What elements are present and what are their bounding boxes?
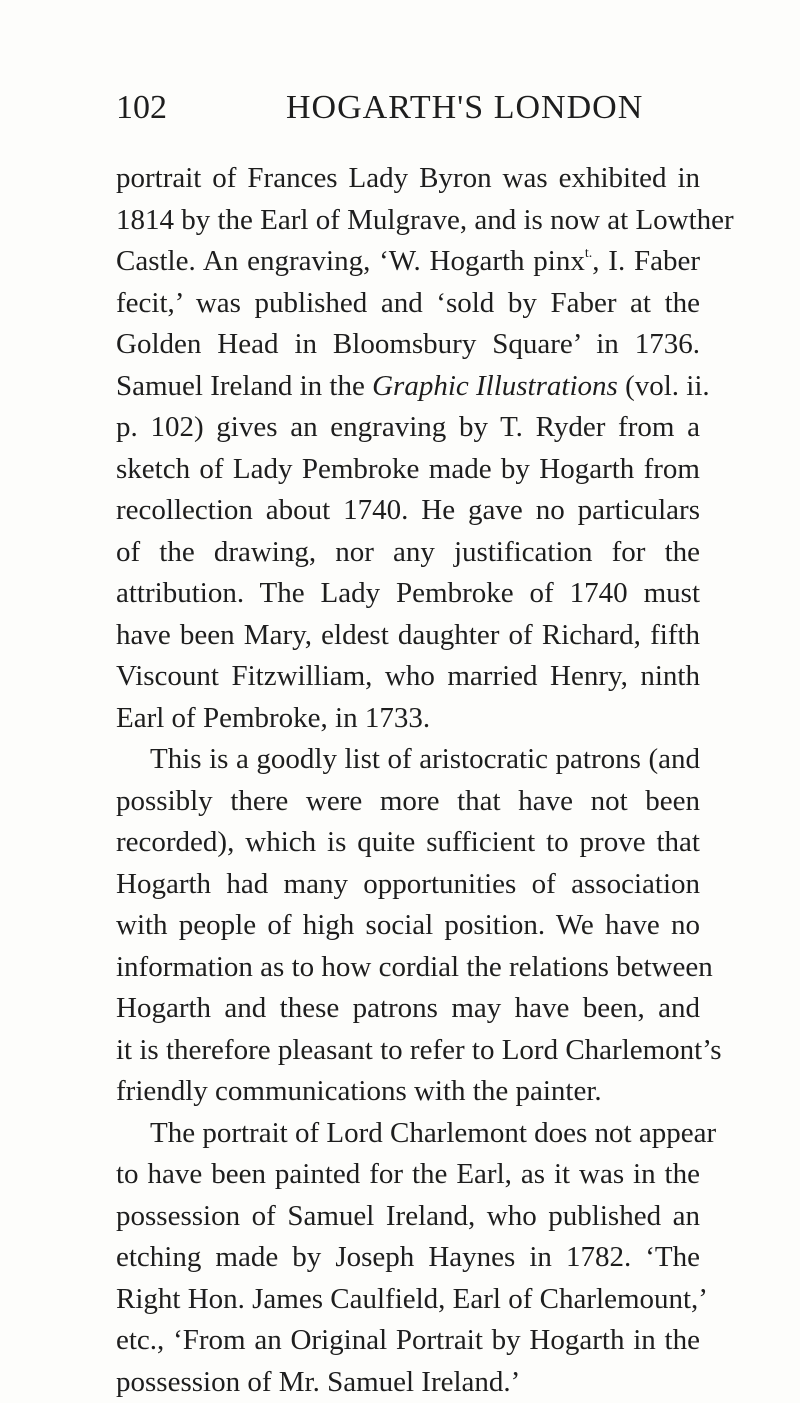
book-title-italic: Graphic Illustrations	[372, 370, 618, 402]
text-line: have been Mary, eldest daughter of Richard, fifth	[116, 615, 700, 657]
text-line: possibly there were more that have not been	[116, 781, 700, 823]
text-line: it is therefore pleasant to refer to Lord Charlemont’s	[116, 1030, 700, 1072]
text-line: Golden Head in Bloomsbury Square’ in 1736.	[116, 324, 700, 366]
page-header	[116, 88, 700, 128]
text-line	[116, 366, 700, 408]
text-line: recorded), which is quite sufficient to prove that	[116, 822, 700, 864]
text-line: etc., ‘From an Original Portrait by Hogarth in the	[116, 1320, 700, 1362]
text-line: of the drawing, nor any justification for the	[116, 532, 700, 574]
text-line: etching made by Joseph Haynes in 1782. ‘The	[116, 1237, 700, 1279]
text-line: information as to how cordial the relations between	[116, 947, 700, 989]
text-line: friendly communications with the painter.	[116, 1071, 700, 1113]
text-line: 1814 by the Earl of Mulgrave, and is now at Lowther	[116, 200, 700, 242]
text-line: portrait of Frances Lady Byron was exhibited in	[116, 158, 700, 200]
text-line: Hogarth and these patrons may have been, and	[116, 988, 700, 1030]
superscript-abbreviation: t.	[585, 246, 592, 261]
running-title: HOGARTH'S LONDON	[286, 88, 643, 128]
text-line: This is a goodly list of aristocratic patrons (and	[116, 739, 700, 781]
text-fragment: , I. Faber	[592, 245, 700, 277]
text-line	[116, 241, 700, 283]
page-number: 102	[116, 88, 167, 128]
text-line: attribution. The Lady Pembroke of 1740 must	[116, 573, 700, 615]
text-fragment: Castle. An engraving, ‘W. Hogarth pinx	[116, 245, 585, 277]
text-fragment: Samuel Ireland in the	[116, 370, 372, 402]
text-line: with people of high social position. We have no	[116, 905, 700, 947]
text-line: possession of Mr. Samuel Ireland.’	[116, 1362, 700, 1403]
text-line: The portrait of Lord Charlemont does not appear	[116, 1113, 700, 1155]
text-line: to have been painted for the Earl, as it was in the	[116, 1154, 700, 1196]
text-line: possession of Samuel Ireland, who published an	[116, 1196, 700, 1238]
text-line: fecit,’ was published and ‘sold by Faber at the	[116, 283, 700, 325]
text-line: recollection about 1740. He gave no particulars	[116, 490, 700, 532]
text-line: Earl of Pembroke, in 1733.	[116, 698, 700, 740]
text-fragment: (vol. ii.	[618, 370, 710, 402]
text-line: p. 102) gives an engraving by T. Ryder from a	[116, 407, 700, 449]
text-line: sketch of Lady Pembroke made by Hogarth from	[116, 449, 700, 491]
text-line: Right Hon. James Caulfield, Earl of Charlemount,’	[116, 1279, 700, 1321]
body-text	[116, 158, 700, 1403]
text-line: Viscount Fitzwilliam, who married Henry, ninth	[116, 656, 700, 698]
text-line: Hogarth had many opportunities of association	[116, 864, 700, 906]
